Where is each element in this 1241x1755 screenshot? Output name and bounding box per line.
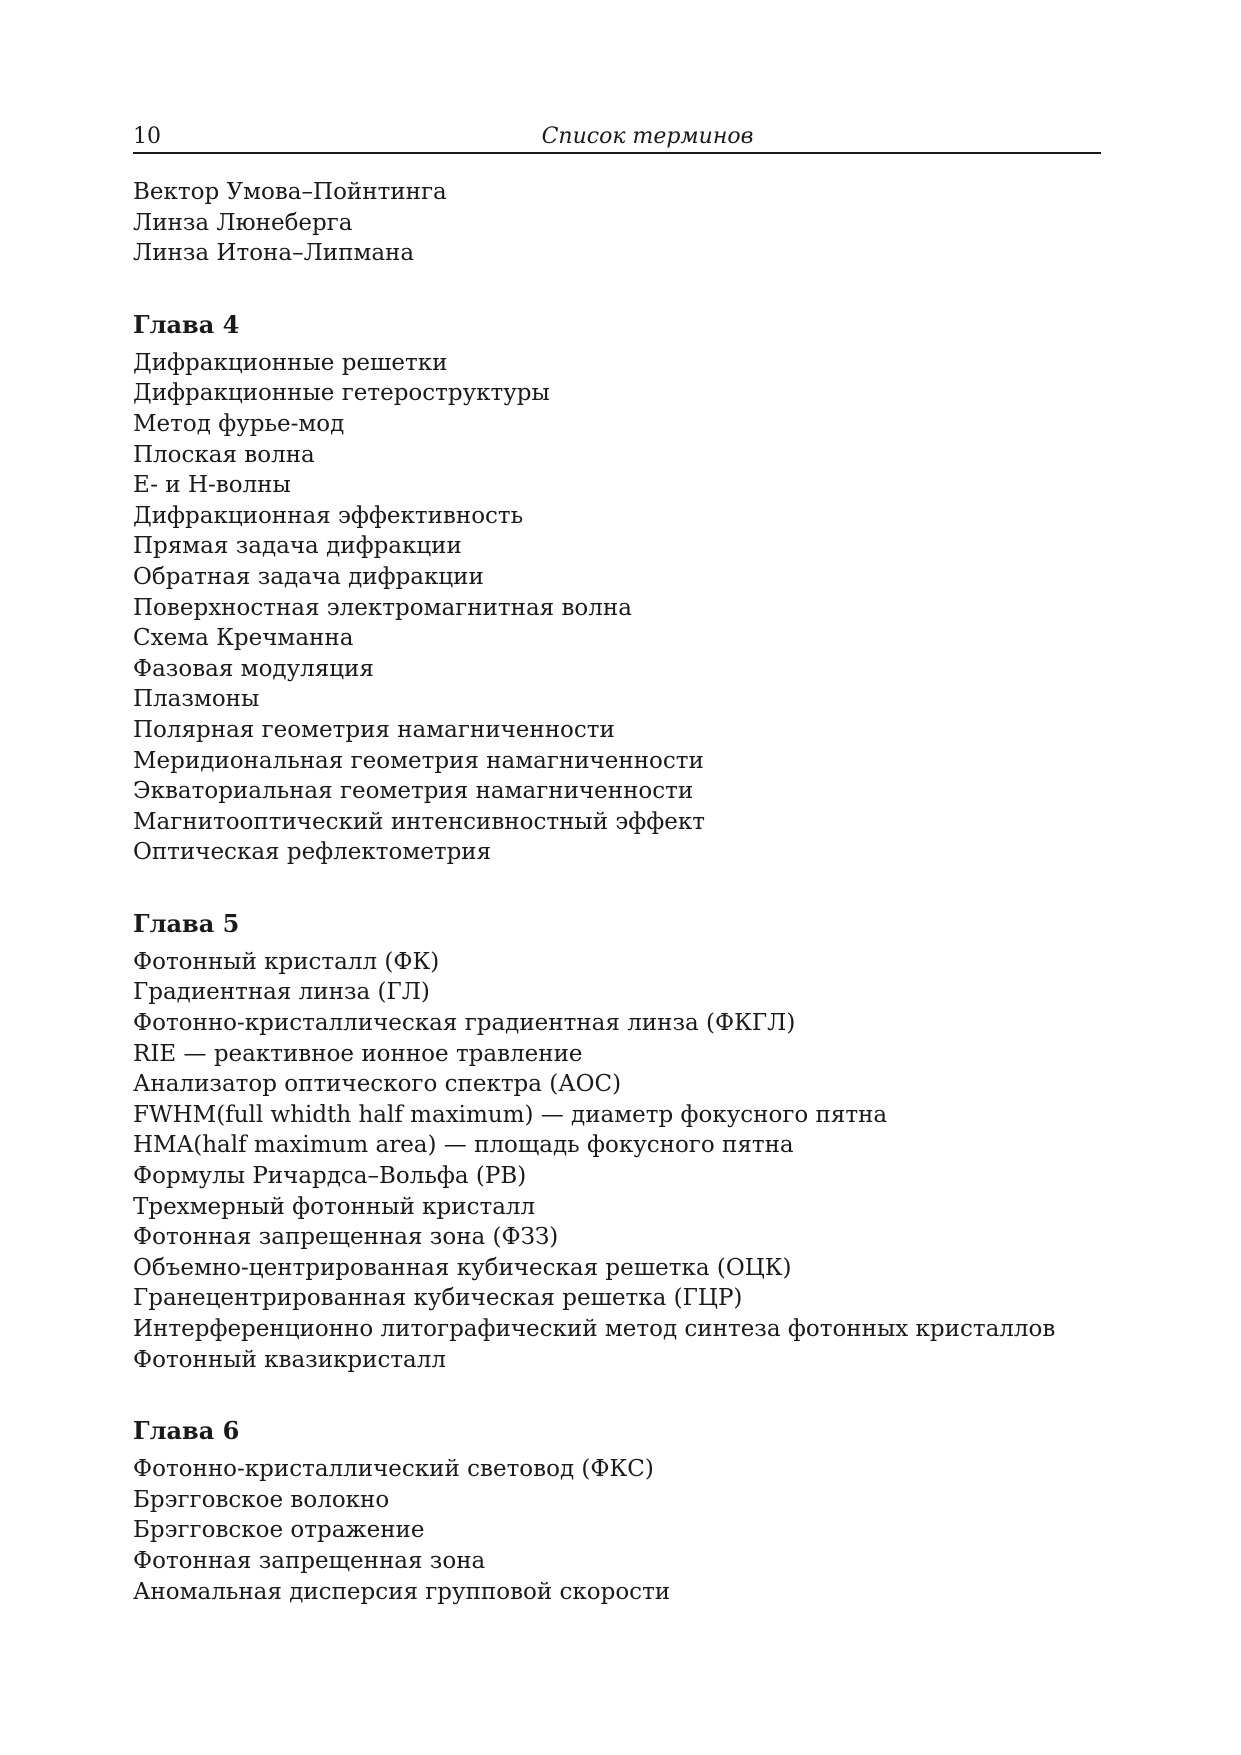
list-item: Фотонно-кристаллический световод (ФКС) [133, 1456, 654, 1483]
list-item: Анализатор оптического спектра (АОС) [133, 1071, 622, 1098]
list-item: Формулы Ричардса–Вольфа (РВ) [133, 1163, 527, 1190]
page-number: 10 [133, 124, 161, 149]
term-list [133, 177, 1103, 1607]
chapter-heading: Глава 5 [133, 908, 240, 938]
list-item: Магнитооптический интенсивностный эффект [133, 808, 705, 835]
list-item: Экваториальная геометрия намагниченности [133, 778, 694, 805]
list-item: Фотонно-кристаллическая градиентная линза (ФКГЛ) [133, 1010, 796, 1037]
list-item: E- и H-волны [133, 472, 291, 499]
list-item: FWHM(full whidth half maximum) — диаметр фокусного пятна [133, 1101, 888, 1128]
list-item: Дифракционные решетки [133, 349, 448, 376]
header-rule [133, 152, 1101, 154]
running-title: Список терминов [541, 124, 754, 149]
list-item: Брэгговское волокно [133, 1486, 390, 1513]
list-item: Плазмоны [133, 686, 260, 713]
list-item: Поверхностная электромагнитная волна [133, 594, 632, 621]
list-item: HMA(half maximum area) — площадь фокусного пятна [133, 1132, 794, 1159]
list-item: Метод фурье-мод [133, 410, 345, 437]
list-item: Трехмерный фотонный кристалл [133, 1193, 536, 1220]
list-item: Объемно-центрированная кубическая решетка (ОЦК) [133, 1254, 792, 1281]
list-item: Меридиональная геометрия намагниченности [133, 747, 704, 774]
list-item: RIE — реактивное ионное травление [133, 1040, 583, 1067]
list-item: Оптическая рефлектометрия [133, 839, 492, 866]
intro-terms [133, 177, 1103, 269]
chapter-heading: Глава 4 [133, 309, 240, 339]
list-item: Фотонная запрещенная зона [133, 1547, 486, 1574]
list-item: Градиентная линза (ГЛ) [133, 979, 430, 1006]
list-item: Фазовая модуляция [133, 655, 374, 682]
list-item: Брэгговское отражение [133, 1517, 425, 1544]
list-item: Плоская волна [133, 441, 315, 468]
chapter-6-section [133, 1416, 1103, 1607]
chapter-4-section [133, 310, 1103, 868]
list-item: Интерференционно литографический метод синтеза фотонных кристаллов [133, 1316, 1056, 1342]
list-item: Дифракционные гетероструктуры [133, 380, 550, 407]
list-item: Гранецентрированная кубическая решетка (ГЦР) [133, 1285, 743, 1312]
list-item: Обратная задача дифракции [133, 563, 484, 590]
chapter-5-section [133, 909, 1103, 1375]
list-item: Фотонный квазикристалл [133, 1346, 446, 1373]
chapter-heading: Глава 6 [133, 1416, 240, 1446]
list-item: Вектор Умова–Пойнтинга [133, 179, 447, 205]
list-item: Линза Итона–Липмана [133, 240, 415, 267]
list-item: Линза Люнеберга [133, 209, 353, 236]
list-item: Прямая задача дифракции [133, 533, 462, 560]
list-item: Дифракционная эффективность [133, 502, 524, 529]
list-item: Фотонная запрещенная зона (ФЗЗ) [133, 1224, 559, 1251]
list-item: Полярная геометрия намагниченности [133, 716, 615, 743]
list-item: Аномальная дисперсия групповой скорости [133, 1578, 671, 1605]
list-item: Схема Кречманна [133, 625, 354, 652]
list-item: Фотонный кристалл (ФК) [133, 948, 440, 975]
